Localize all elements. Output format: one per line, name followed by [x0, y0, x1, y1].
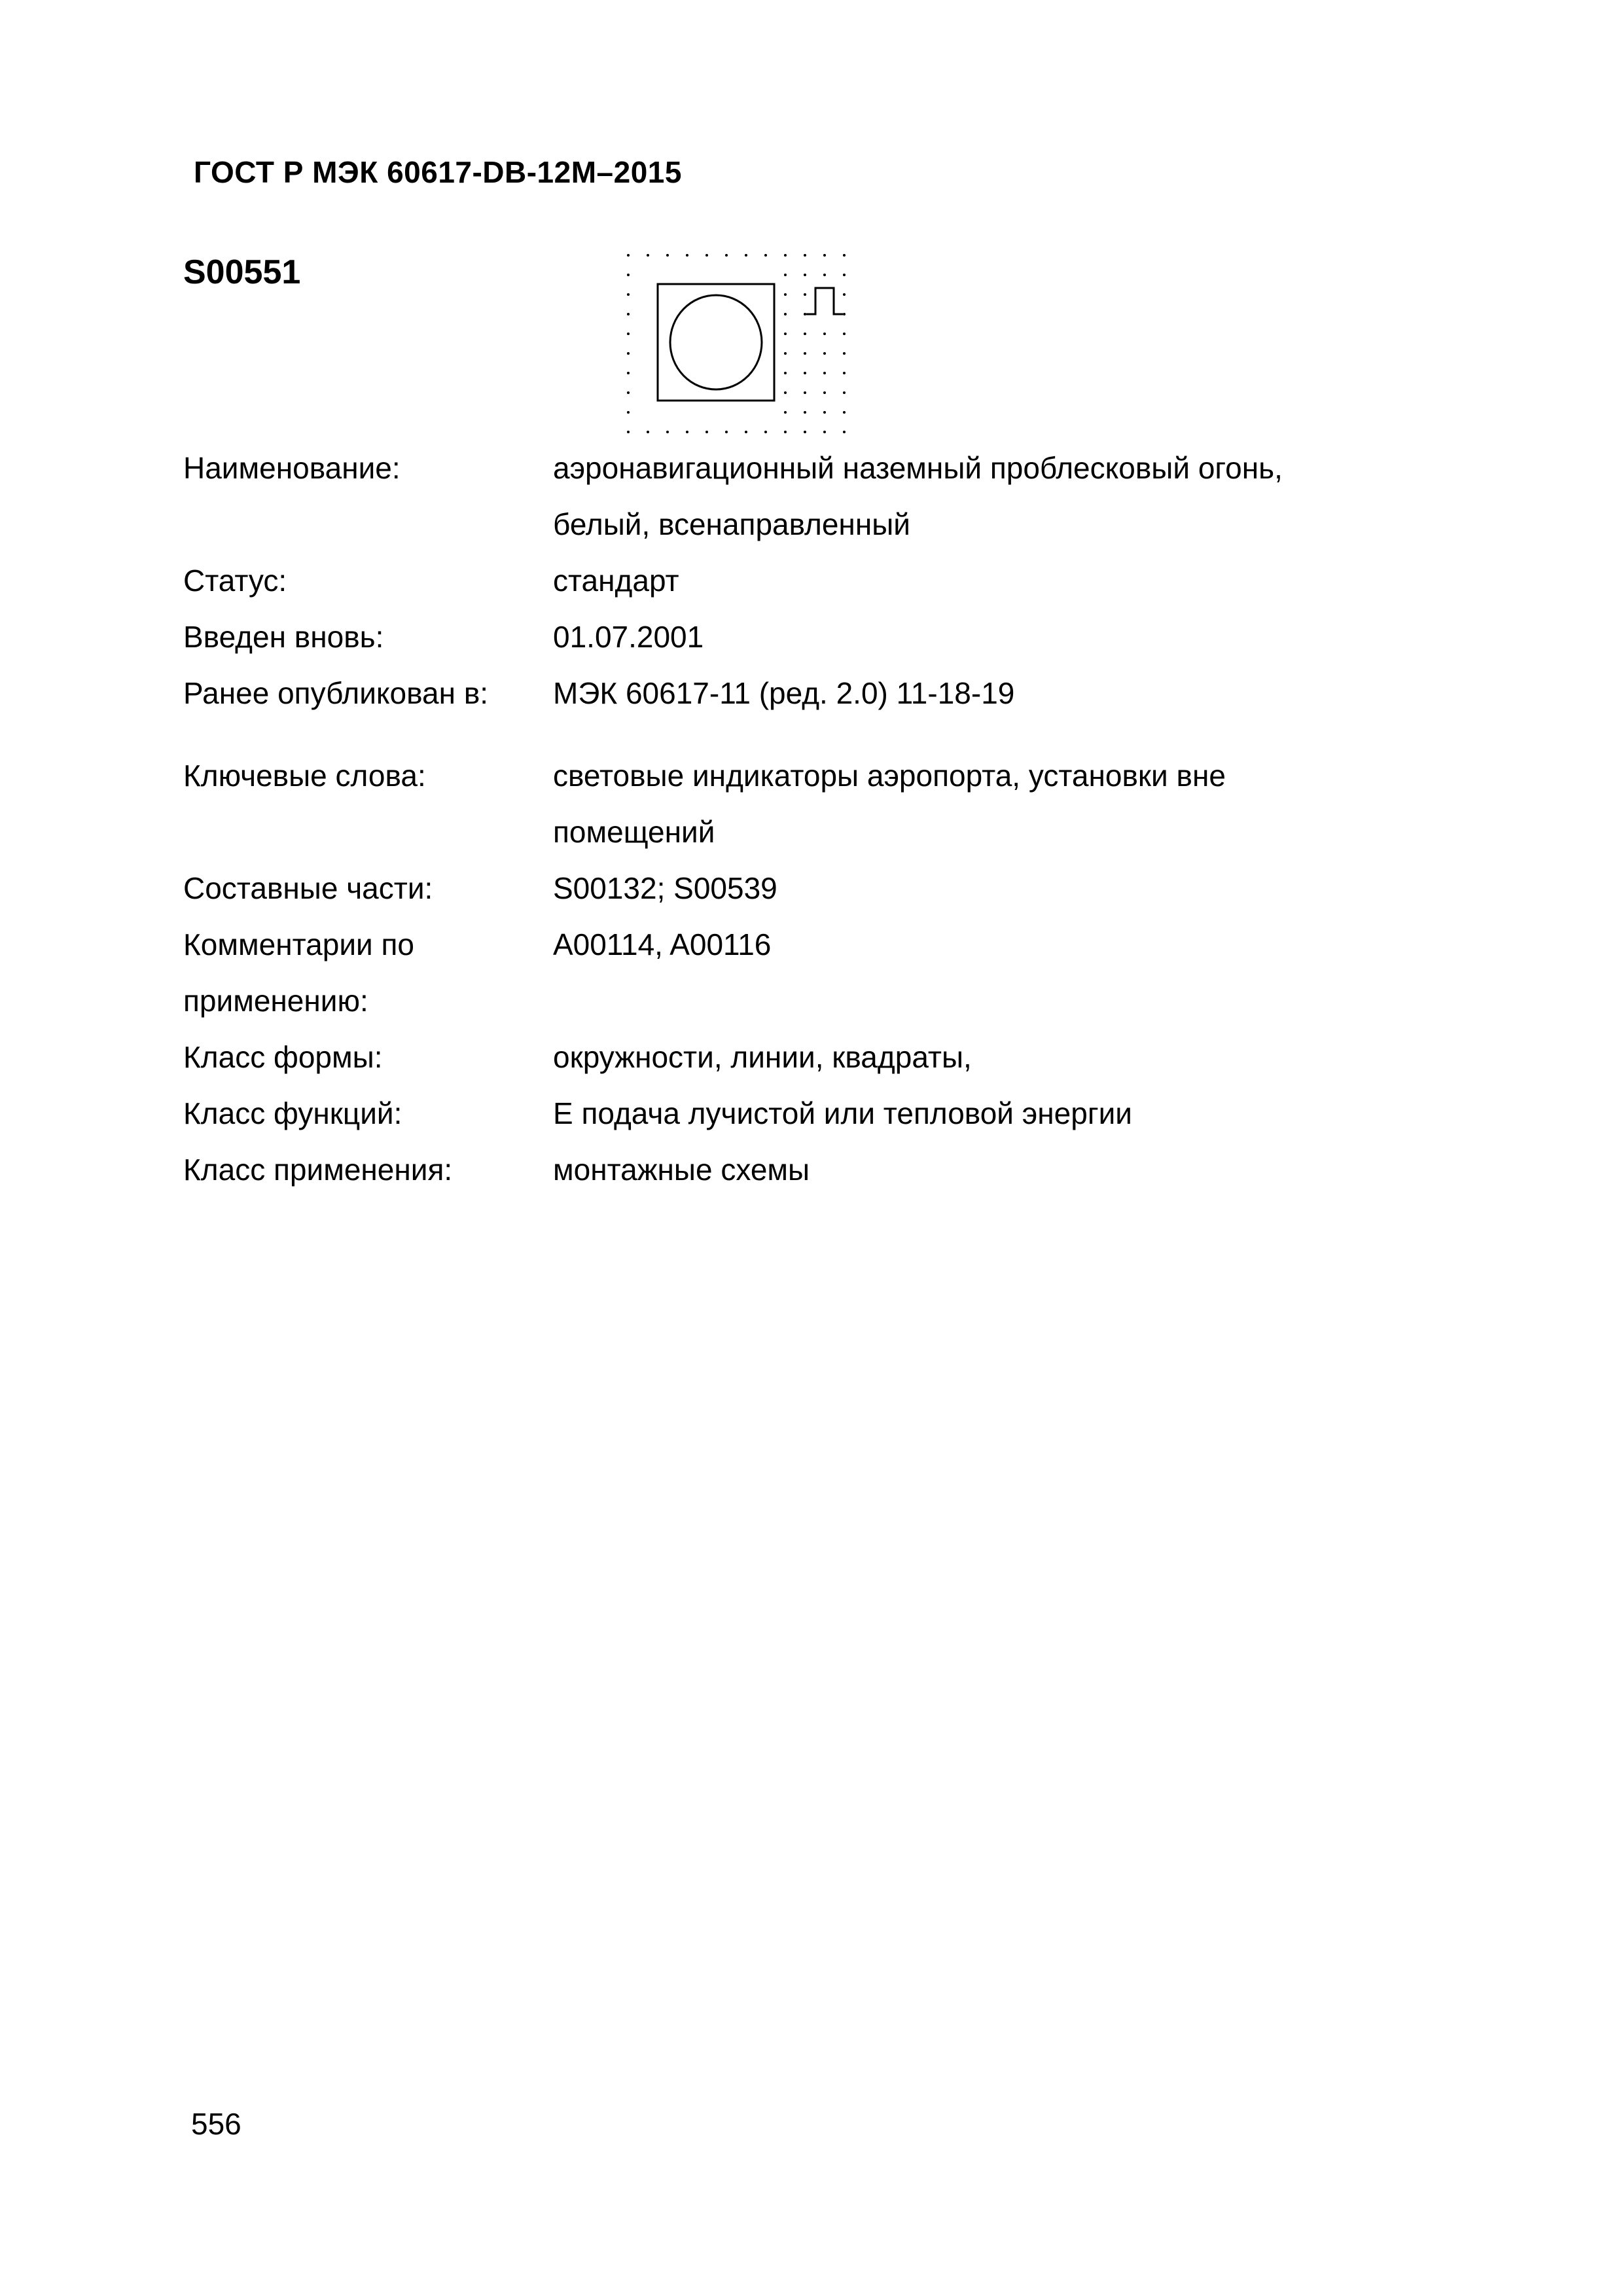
grid-dot: [745, 254, 747, 257]
grid-dot: [804, 411, 806, 414]
grid-dot: [764, 431, 767, 433]
property-label: Наименование:: [183, 451, 401, 485]
property-row: [183, 552, 1427, 609]
symbol-figure: [615, 243, 877, 440]
grid-dot: [804, 274, 806, 276]
grid-dot: [823, 391, 826, 394]
grid-dot: [705, 431, 708, 433]
grid-dot: [804, 313, 806, 315]
property-label: Ключевые слова:: [183, 759, 426, 793]
property-label: Класс функций:: [183, 1096, 402, 1130]
grid-dot: [823, 352, 826, 355]
property-row: [183, 747, 1427, 860]
property-value: E подача лучистой или тепловой энергии: [553, 1096, 1132, 1130]
property-row: [183, 665, 1427, 721]
property-label: Класс формы:: [183, 1040, 383, 1074]
grid-dot: [686, 431, 688, 433]
grid-dot: [627, 431, 630, 433]
grid-dot: [823, 431, 826, 433]
property-value: стандарт: [553, 564, 679, 598]
grid-dot: [784, 391, 787, 394]
grid-dot: [784, 313, 787, 315]
grid-dot: [843, 254, 846, 257]
grid-dot: [804, 254, 806, 257]
page-number: 556: [191, 2107, 241, 2141]
grid-dot: [745, 431, 747, 433]
grid-dot: [843, 313, 846, 315]
property-value: монтажные схемы: [553, 1153, 810, 1187]
property-row: [183, 1029, 1427, 1085]
grid-dot: [804, 431, 806, 433]
grid-dot: [764, 254, 767, 257]
property-value: 01.07.2001: [553, 620, 704, 654]
grid-dot: [647, 254, 649, 257]
grid-dot: [784, 372, 787, 374]
property-row: [183, 916, 1427, 1029]
grid-dot: [784, 254, 787, 257]
grid-dot: [804, 332, 806, 335]
grid-dot: [804, 391, 806, 394]
grid-dot: [823, 411, 826, 414]
grid-dot: [843, 431, 846, 433]
pulse-icon: [806, 288, 843, 314]
property-label: Статус:: [183, 564, 287, 598]
property-row: [183, 440, 1427, 552]
symbol-circle: [670, 295, 762, 389]
grid-dot: [843, 352, 846, 355]
symbol-id: S00551: [183, 253, 301, 291]
properties-list: [183, 440, 1427, 1198]
property-label: Введен вновь:: [183, 620, 384, 654]
property-label: Комментарии по применению:: [183, 927, 414, 1018]
property-value: световые индикаторы аэропорта, установки вне помещений: [553, 759, 1226, 849]
grid-dot: [627, 372, 630, 374]
property-label: Класс применения:: [183, 1153, 453, 1187]
grid-dot: [784, 431, 787, 433]
grid-dot: [823, 274, 826, 276]
grid-dot: [627, 293, 630, 296]
grid-dot: [843, 332, 846, 335]
property-row: [183, 1085, 1427, 1141]
grid-dot: [725, 254, 728, 257]
property-value: A00114, A00116: [553, 927, 772, 961]
grid-dot: [627, 313, 630, 315]
property-value: аэронавигационный наземный проблесковый огонь, белый, всенаправленный: [553, 451, 1283, 541]
grid-dot: [647, 431, 649, 433]
grid-dot: [627, 332, 630, 335]
grid-dot: [666, 431, 669, 433]
document-header: ГОСТ Р МЭК 60617-DB-12M–2015: [194, 155, 682, 189]
grid-dot: [823, 254, 826, 257]
property-label: Ранее опубликован в:: [183, 676, 489, 710]
property-row: [183, 609, 1427, 665]
grid-dot: [823, 372, 826, 374]
grid-dot: [804, 352, 806, 355]
property-value: окружности, линии, квадраты,: [553, 1040, 972, 1074]
property-label: Составные части:: [183, 871, 433, 905]
grid-dot: [843, 391, 846, 394]
grid-dots: [627, 254, 846, 433]
grid-dot: [725, 431, 728, 433]
grid-dot: [843, 293, 846, 296]
grid-dot: [784, 293, 787, 296]
grid-dot: [784, 352, 787, 355]
symbol-square: [658, 284, 774, 401]
grid-dot: [686, 254, 688, 257]
grid-dot: [804, 372, 806, 374]
grid-dot: [843, 372, 846, 374]
grid-dot: [666, 254, 669, 257]
grid-dot: [823, 332, 826, 335]
grid-dot: [627, 254, 630, 257]
grid-dot: [804, 293, 806, 296]
grid-dot: [843, 274, 846, 276]
grid-dot: [627, 411, 630, 414]
grid-dot: [843, 411, 846, 414]
grid-dot: [784, 332, 787, 335]
property-row: [183, 860, 1427, 916]
grid-dot: [705, 254, 708, 257]
grid-dot: [627, 274, 630, 276]
grid-dot: [784, 411, 787, 414]
grid-dot: [627, 391, 630, 394]
property-row: [183, 1141, 1427, 1198]
property-value: МЭК 60617-11 (ред. 2.0) 11-18-19: [553, 676, 1015, 710]
property-value: S00132; S00539: [553, 871, 777, 905]
grid-dot: [784, 274, 787, 276]
grid-dot: [627, 352, 630, 355]
